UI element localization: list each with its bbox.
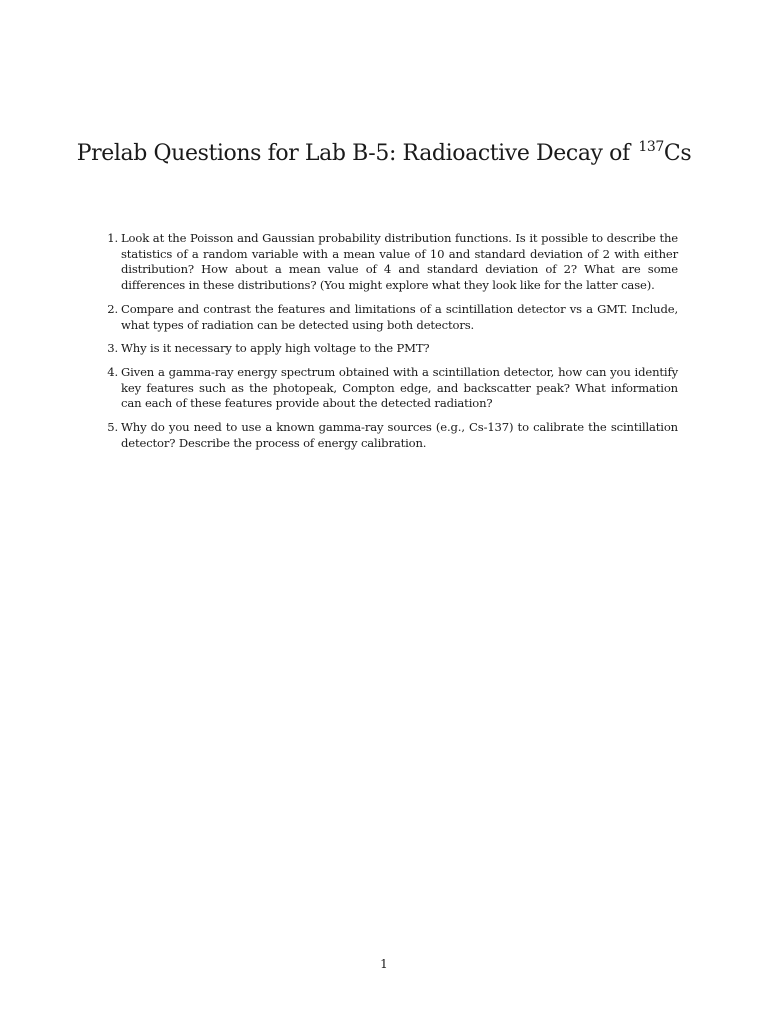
question-number: 5. [107,420,118,435]
question-number: 1. [107,231,118,245]
question-item-3 [107,341,678,357]
isotope-mass-number: 137 [638,139,664,155]
isotope-symbol: Cs [663,141,692,166]
question-item-1 [107,231,678,294]
question-text: Given a gamma-ray energy spectrum obtained with a scintillation detector, how can you identify key features such as the photopeak, Compton edge, and backscatter peak? What information can each of these features provide about the detected radiation? [121,364,678,411]
question-number: 3. [107,341,118,356]
question-item-4 [107,364,678,412]
question-text: Why do you need to use a known gamma-ray sources (e.g., Cs-137) to calibrate the scintillation detector? Describe the process of energy calibration. [121,420,678,450]
question-number: 4. [107,364,118,379]
question-number: 2. [107,301,118,316]
question-item-5 [107,420,678,451]
question-text: Why is it necessary to apply high voltage to the PMT? [121,341,430,356]
question-list [107,231,678,459]
question-text: Look at the Poisson and Gaussian probability distribution functions. Is it possible to describe the statistics of a random variable with a mean value of 10 and standard deviation of 2 with either distribution? How about a mean value of 4 and standard deviation of 2? What are some differences in these distributions? (You might explore what they look like for the latter case). [121,231,678,293]
page-title-text: Prelab Questions for Lab B-5: Radioactive Decay of [76,141,630,166]
page-number: 1 [380,957,388,971]
question-item-2 [107,301,678,333]
page-title [0,138,768,172]
question-text: Compare and contrast the features and limitations of a scintillation detector vs a GMT. Include, what types of radiation can be detected using both detectors. [121,301,678,332]
